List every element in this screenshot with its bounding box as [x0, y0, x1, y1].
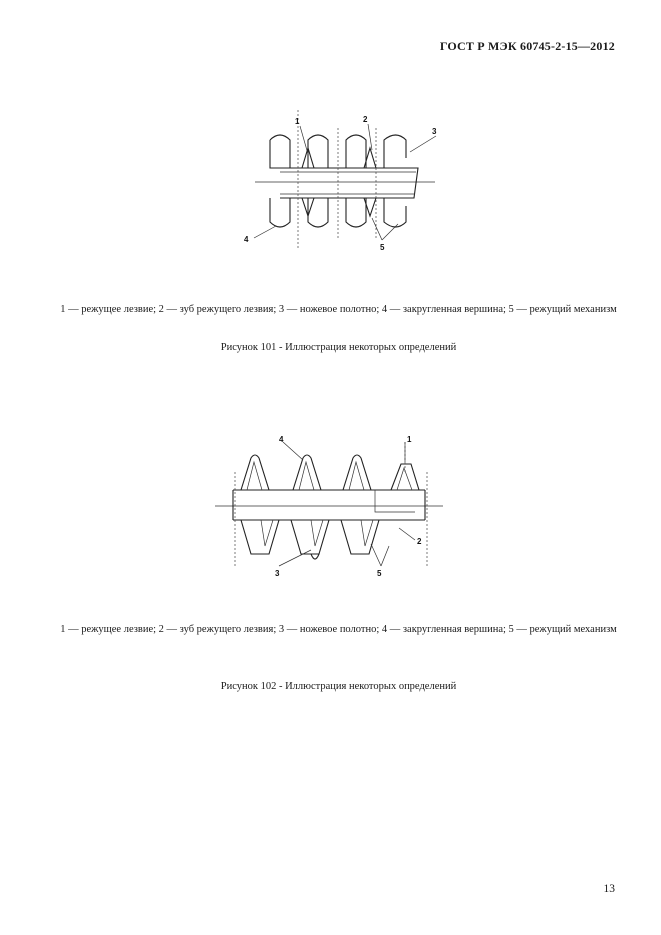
- figure-102-callout-4: 4: [279, 435, 284, 444]
- figure-101-caption: Рисунок 101 - Иллюстрация некоторых определений: [220, 342, 457, 353]
- figure-101-legend: 1 — режущее лезвие; 2 — зуб режущего лезвия; 3 — ножевое полотно; 4 — закругленная вершина; 5 — режущий механизм: [60, 304, 617, 315]
- figure-102-callout-2: 2: [417, 537, 422, 546]
- page-number: 13: [603, 883, 615, 895]
- figure-101-callout-2: 2: [363, 115, 368, 124]
- figure-102-callout-3: 3: [275, 569, 280, 578]
- document-code: ГОСТ Р МЭК 60745-2-15—2012: [439, 39, 615, 53]
- figure-102-legend: 1 — режущее лезвие; 2 — зуб режущего лезвия; 3 — ножевое полотно; 4 — закругленная вершина; 5 — режущий механизм: [60, 624, 617, 635]
- figure-101-drawing: [244, 110, 440, 260]
- figure-102-drawing: [215, 432, 445, 582]
- figure-102-callout-5: 5: [377, 569, 382, 578]
- figure-102-caption: Рисунок 102 - Иллюстрация некоторых определений: [220, 681, 457, 692]
- figure-101-callout-4: 4: [244, 235, 249, 244]
- figure-101-callout-1: 1: [295, 117, 300, 126]
- figure-101-callout-5: 5: [380, 243, 385, 252]
- figure-102-callout-1: 1: [407, 435, 412, 444]
- figure-101-callout-3: 3: [432, 127, 437, 136]
